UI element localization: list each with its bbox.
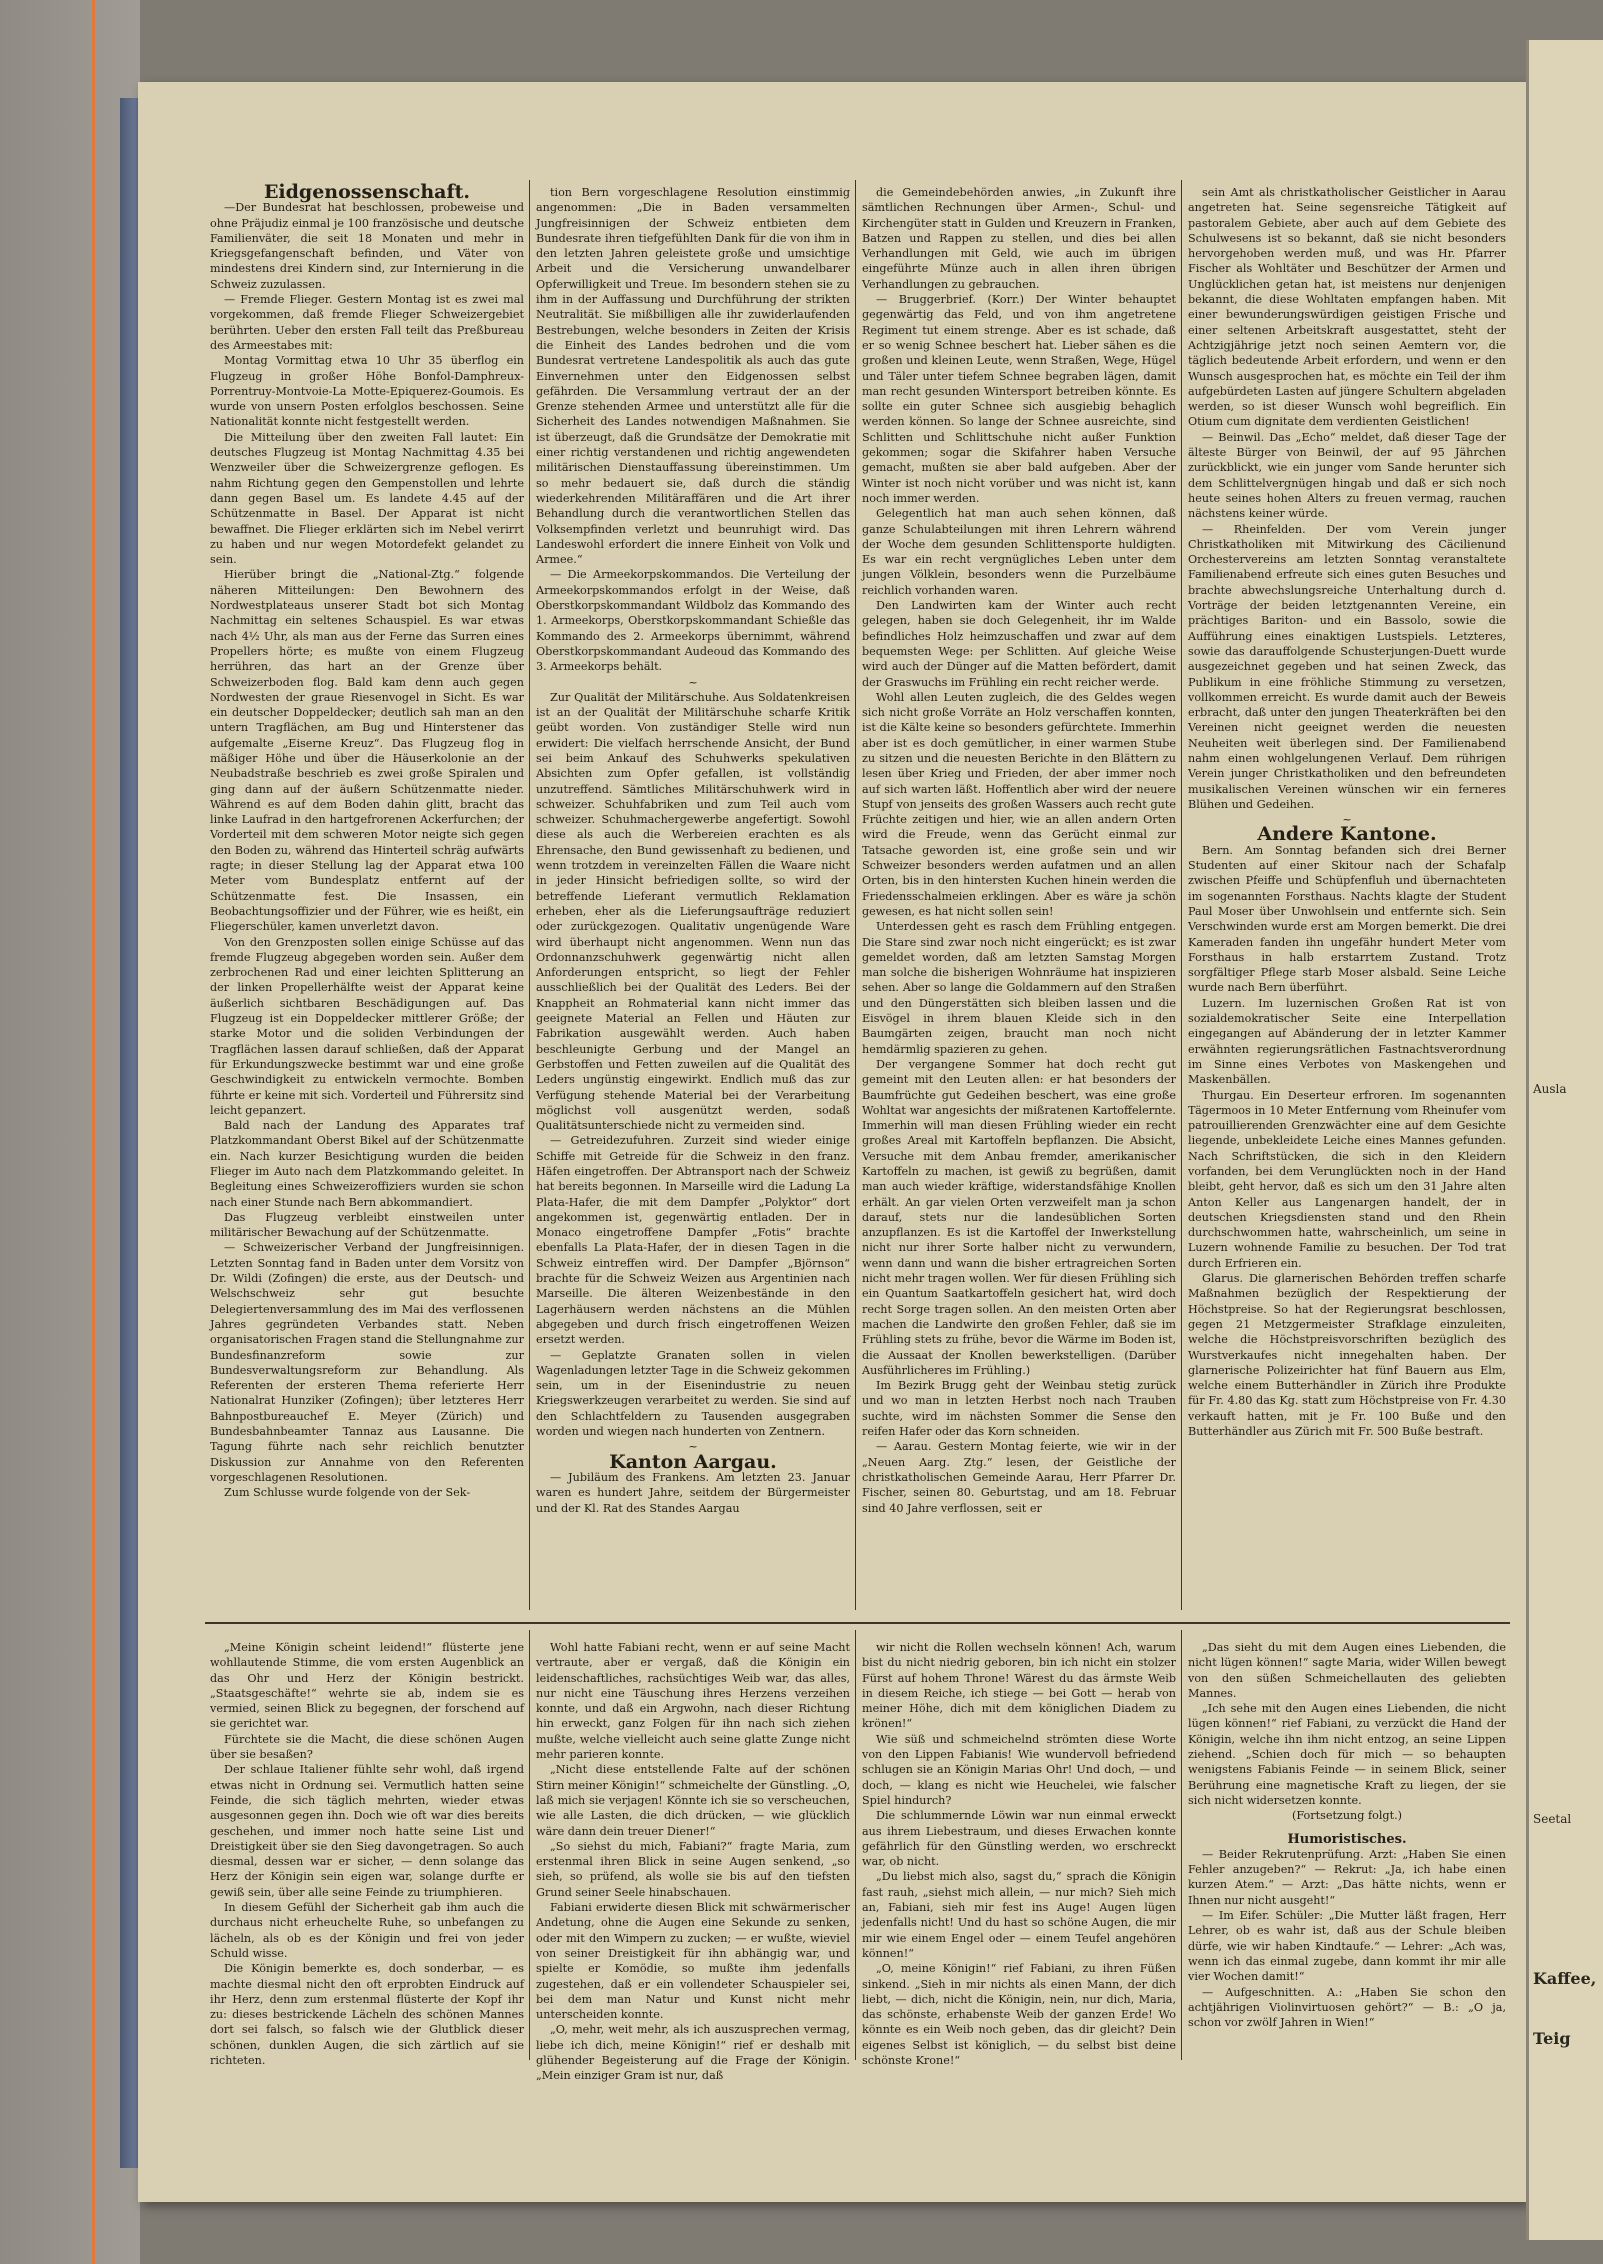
article-paragraph: Zur Qualität der Militärschuhe. Aus Soldatenkreisen ist an der Qualität der Militärschuhe scharfe Kritik geübt worden. Von zuständiger Stelle wird nun erwidert: Die vielfach herrschende Ansicht, der Bund sei beim Ankauf des Schuhwerks spekulativen Absichten zum Opfer gefallen, ist vollständig unzutreffend. Sämtliches Militärschuhwerk wird in schweizer. Schuhfabriken und zum Teil auch vom schweizer. Schuhmachergewerbe angefertigt. Sowohl diese als auch die Werbereien erachten es als Ehrensache, den Bund gewissenhaft zu bedienen, und wenn trotzdem in vereinzelten Fällen die Waare nicht in jeder Hinsicht befriedigen sollte, so wird der betreffende Lieferant vermutlich Reklamation erheben, eher als die Lieferungsaufträge reduziert oder zurückgezogen. Qualitativ ungenügende Ware wird überhaupt nicht angenommen. Wenn nun das Ordonnanzschuhwerk gegenwärtig nicht allen Anforderungen entspricht, so liegt der Fehler ausschließlich bei der Qualität des Leders. Bei der Knappheit an Rohmaterial kann nicht immer das geeignete Material an Fellen und Häuten zur Fabrikation ausgewählt werden. Auch haben beschleunigte Gerbung und der Mangel an Gerbstoffen und Fetten zuweilen auf die Qualität des Leders ungünstig eingewirkt. Endlich muß das zur Verfügung stehende Material bei der Verarbeitung möglichst voll ausgenützt werden, sodaß Qualitätsunterschiede nicht zu vermeiden sind. <box>536 690 850 1133</box>
column-rule <box>855 1630 856 2060</box>
feuilleton-paragraph: Der schlaue Italiener fühlte sehr wohl, daß irgend etwas nicht in Ordnung sei. Vermutlich hatten seine Feinde, die sich täglich mehrten, wieder etwas ausgesonnen gegen ihn. Doch wie oft war dies bereits geschehen, und immer noch hatte seine List und Dreistigkeit über sie den Sieg davongetragen. So auch diesmal, dessen war er sicher, — denn solange das Herz der Königin sein eigen war, solange durfte er gewiß sein, über alle seine Feinde zu triumphieren. <box>210 1763 524 1899</box>
article-paragraph: Montag Vormittag etwa 10 Uhr 35 überflog ein Flugzeug in großer Höhe Bonfol-Damphreux-Porrentruy-Montvoie-La Motte-Epiquerez-Goumois. Es wurde von unsern Posten erfolglos beschossen. Seine Nationalität konnte nicht festgestellt werden. <box>210 354 524 429</box>
article-paragraph: Der vergangene Sommer hat doch recht gut gemeint mit den Leuten allen: er hat besonders der Baumfrüchte gut Gedeihen beschert, was eine große Wohltat war angesichts der mißratenen Kartoffelernte. Immerhin will man diesen Frühling wieder ein recht großes Areal mit Kartoffeln bepflanzen. Die Absicht, Versuche mit dem Anbau fremder, amerikanischer Kartoffeln zu machen, ist gewiß zu begrüßen, damit man auch wieder kräftige, widerstandsfähige Knollen erhält. An gar vielen Orten verzweifelt man ja schon darauf, stets nur die landesüblichen Sorten anzupflanzen. Es ist die Kartoffel der Inwerkstellung nicht nur ihrer Sorte halber nicht zu verwundern, wenn dann und wann die bisher ertragreichen Sorten nicht mehr tragen wollen. Wer für diesen Frühling sich ein Quantum Saatkartoffeln gesichert hat, wird doch recht Sorge tragen sollen. An den meisten Orten aber machen die Landwirte den großen Fehler, daß sie im Frühling stets zu frühe, bevor die Wärme im Boden ist, die Aussaat der Knollen bewerkstelligen. (Darüber Ausführlicheres im Frühling.) <box>862 1057 1176 1377</box>
feuilleton-paragraph: „Nicht diese entstellende Falte auf der schönen Stirn meiner Königin!“ schmeichelte der Günstling. „O, laß mich sie verjagen! Könnte ich sie so verscheuchen, wie alle Lasten, die dich drücken, — wie glücklich wäre dann dein treuer Diener!“ <box>536 1763 850 1838</box>
article-paragraph: — Bruggerbrief. (Korr.) Der Winter behauptet gegenwärtig das Feld, und von ihm angetretene Regiment tut einem strenge. Aber es ist schade, daß er so wenig Schnee beschert hat. Lieber sähen es die großen und kleinen Leute, wenn Straßen, Wege, Hügel und Täler unter tiefem Schnee begraben lägen, damit man recht gesunden Wintersport betreiben könnte. Es sollte ein guter Schnee sich ausgiebig behaglich werden können. So lange der Schnee ausreichte, sind Schlitten und Schlittschuhe nicht außer Funktion gekommen; sogar die Skifahrer haben Versuche gemacht, mußten sie aber bald aufgeben. Aber der Winter ist noch nicht vorüber und was nicht ist, kann noch immer werden. <box>862 293 1176 505</box>
article-paragraph: Die Mitteilung über den zweiten Fall lautet: Ein deutsches Flugzeug ist Montag Nachmittag 4.35 bei Wenzweiler über die Schweizergrenze geflogen. Es nahm Richtung gegen den Gempenstollen und lehrte dann gegen Basel um. Es landete 4.45 auf der Schützenmatte in Basel. Der Apparat ist nicht bewaffnet. Die Flieger erklärten sich im Nebel verirrt zu haben und nur wegen Motordefekt gelandet zu sein. <box>210 430 524 567</box>
right-page-snippet: Teig <box>1533 2029 1571 2048</box>
column-rule <box>1181 180 1182 1610</box>
article-paragraph: — Getreidezufuhren. Zurzeit sind wieder einige Schiffe mit Getreide für die Schweiz in den franz. Häfen eingetroffen. Der Abtransport nach der Schweiz hat bereits begonnen. In Marseille wird die Ladung La Plata-Hafer, die mit dem Dampfer „Polyktor“ dort angekommen ist, gegenwärtig entladen. Der in Monaco eingetroffene Dampfer „Fotis“ brachte ebenfalls La Plata-Hafer, der in diesen Tagen in die Schweiz eintreffen wird. Der Dampfer „Björnson“ brachte für die Schweiz Weizen aus Argentinien nach Marseille. Die älteren Weizenbestände in den Lagerhäusern werden nächstens an die Mühlen abgegeben und durch frisch eingetroffenen Weizen ersetzt werden. <box>536 1134 850 1347</box>
right-page-snippet: Kaffee, <box>1533 1969 1597 1988</box>
humor-item: — Beider Rekrutenprüfung. Arzt: „Haben Sie einen Fehler anzugeben?“ — Rekrut: „Ja, ich habe einen kurzen Atem.“ — Arzt: „Das hätte nichts, wenn er Ihnen nur nicht ausgeht!“ <box>1188 1847 1506 1907</box>
feuilleton-paragraph: „Ich sehe mit den Augen eines Liebenden, die nicht lügen können!“ rief Fabiani, zu verzückt die Hand der Königin, welche ihn ihm nicht entzog, an seine Lippen ziehend. „Schien doch für mich — so behaupten wenigstens Fabianis Feinde — in seinem Blick, seiner Berührung eine magnetische Kraft zu liegen, der sie sich nicht widersetzen konnte. <box>1188 1702 1506 1807</box>
article-paragraph: Im Bezirk Brugg geht der Weinbau stetig zurück und wo man in letzten Herbst noch nach Trauben suchte, wird im nächsten Sommer die Sense den reifen Hafer oder das Korn schneiden. <box>862 1379 1176 1439</box>
section-heading-andere-kantone: Andere Kantone. <box>1257 823 1437 846</box>
article-paragraph: Bald nach der Landung des Apparates traf Platzkommandant Oberst Bikel auf der Schützenmatte ein. Nach kurzer Besichtigung wurden die beiden Flieger im Auto nach dem Platzkommando geleitet. In Begleitung eines Schweizeroffiziers wurden sie schon nach einer Stunde nach Bern abkommandiert. <box>210 1119 524 1209</box>
feuilleton-column-1 <box>210 1640 524 2068</box>
column-rule <box>855 180 856 1610</box>
article-paragraph: tion Bern vorgeschlagene Resolution einstimmig angenommen: „Die in Baden versammelten Jungfreisinnigen der Schweiz entbieten dem Bundesrate ihren tiefgefühlten Dank für die von ihm in den letzten Jahren geleistete große und umsichtige Arbeit und die Versicherung unwandelbarer Opferwilligkeit und Treue. Im besondern stehen sie zu ihm in der Auffassung und Durchführung der strikten Neutralität. Sie mißbilligen alle ihr zuwiderlaufenden Bestrebungen, welche besonders in Zeiten der Krisis die Einheit des Landes bedrohen und die vom Bundesrat vertretene Landespolitik als auch das gute Einvernehmen unter den Eidgenossen selbst gefährden. Die Versammlung vertraut der an der Grenze stehenden Armee und unterstützt alle für die Sicherheit des Landes notwendigen Maßnahmen. Sie ist überzeugt, daß die Grundsätze der Demokratie mit einer richtig verstandenen und richtig angewendeten militärischen Dienstauffassung übereinstimmen. Um so mehr bedauert sie, daß durch die ständig wiederkehrenden Militäraffären und die Art ihrer Behandlung durch die verantwortlichen Stellen das Volksempfinden verletzt und beunruhigt wird. Das Landeswohl erfordert die innere Einheit von Volk und Armee.“ <box>536 186 850 567</box>
news-column-4 <box>1188 185 1506 1610</box>
adjacent-page-edge <box>1526 40 1603 2240</box>
article-paragraph: Luzern. Im luzernischen Großen Rat ist von sozialdemokratischer Seite eine Interpellation eingegangen auf Abänderung der in letzter Kammer erwähnten regierungsrätlichen Fastnachtsverordnung im Sinne eines Verbotes von Maskengehen und Maskenbällen. <box>1188 996 1506 1087</box>
feuilleton-paragraph: Fabiani erwiderte diesen Blick mit schwärmerischer Andetung, ohne die Augen eine Sekunde zu senken, oder mit den Wimpern zu zucken; — er wußte, wieviel von seiner Dreistigkeit für ihn abhängig war, und spielte er Komödie, so mußte ihm jedenfalls zugestehen, daß er ein vollendeter Schauspieler sei, bei dem man Natur und Kunst nicht mehr unterscheiden konnte. <box>536 1901 850 2022</box>
feuilleton-paragraph: „Meine Königin scheint leidend!“ flüsterte jene wohllautende Stimme, die vom ersten Augenblick an das Ohr und Herz der Königin bestrickt. „Staatsgeschäfte!“ wehrte sie ab, indem sie es vermied, seinen Blick zu begegnen, der forschend auf sie gerichtet war. <box>210 1641 524 1731</box>
article-paragraph: Thurgau. Ein Deserteur erfroren. Im sogenannten Tägermoos in 10 Meter Entfernung vom Rheinufer vom patrouillierenden Grenzwächter eine auf dem Gesichte liegende, unbekleidete Leiche eines Mannes gefunden. Nach Schriftstücken, die sich in den Kleidern vorfanden, bei dem Verunglückten noch in der Hand bleibt, geht hervor, daß es sich um den 31 Jahre alten Anton Keller aus Langenargen handelt, der in deutschen Kriegsdiensten stand und den Rhein durchschwommen hatte, wahrscheinlich, um seine in Luzern wohnende Familie zu besuchen. Der Tod trat durch Erfrieren ein. <box>1188 1088 1506 1270</box>
section-heading-eidgenossenschaft: Eidgenossenschaft. <box>263 181 471 203</box>
right-page-snippet: Ausla <box>1533 1082 1567 1096</box>
column-rule <box>529 180 530 1610</box>
feuilleton-paragraph: Fürchtete sie die Macht, die diese schönen Augen über sie besaßen? <box>210 1732 524 1762</box>
article-paragraph: Wohl allen Leuten zugleich, die des Geldes wegen sich nicht große Vorräte an Holz verschaffen konnten, ist die Kälte keine so besonders gefürchtete. Immerhin aber ist es doch gemütlicher, in einer warmen Stube zu sitzen und die neuesten Berichte in den Blättern zu lesen über Krieg und Frieden, der aber immer noch auf sich warten läßt. Hoffentlich aber wird der neuere Stupf von jenseits des großen Wassers auch recht gute Früchte zeitigen und hier, wie an allen andern Orten wird die Freude, wenn das Gerücht einmal zur Tatsache geworden ist, eine große sein und wir Schweizer besonders werden aufatmen und an allen Orten, bis in den hintersten Kuchen hinein werden die Friedensschalmeien erklingen. Aber es wäre ja schön gewesen, es hat nicht sollen sein! <box>862 690 1176 918</box>
ornament-divider: ~ <box>688 1440 698 1454</box>
column-rule <box>1181 1630 1182 2060</box>
feuilleton-paragraph: wir nicht die Rollen wechseln können! Ach, warum bist du nicht niedrig geboren, bin ich nicht ein stolzer Fürst auf hohem Throne! Wärest du das ärmste Weib in diesem Reiche, ich stiege — bei Gott — herab von meiner Höhe, dich mit dem königlichen Diadem zu krönen!“ <box>862 1641 1176 1731</box>
right-page-snippet: Seetal <box>1533 1812 1572 1826</box>
article-paragraph: — Schweizerischer Verband der Jungfreisinnigen. Letzten Sonntag fand in Baden unter dem Vorsitz von Dr. Wildi (Zofingen) die erste, aus der Deutsch- und Welschschweiz sehr gut besuchte Delegiertenversammlung des im Mai des verflossenen Jahres gegründeten Verbandes statt. Neben organisatorischen Fragen stand die Stellungnahme zur Bundesfinanzreform sowie zur Bundesverwaltungsreform zur Behandlung. Als Referenten der ersteren Thema referierte Herr Nationalrat Hunziker (Zofingen); über letzteres Herr Bahnpostbureauchef E. Meyer (Zürich) und Bundesbahnbeamter Tannaz aus Lausanne. Die Tagung führte nach sehr reichlich benutzter Diskussion zur Annahme von den Referenten vorgeschlagenen Resolutionen. <box>210 1241 524 1484</box>
article-paragraph: sein Amt als christkatholischer Geistlicher in Aarau angetreten hat. Seine segensreiche Tätigkeit auf pastoralem Gebiete, aber auch auf dem Gebiete des Schulwesens ist so bekannt, daß sie nicht besonders hervorgehoben werden muß, und was Hr. Pfarrer Fischer als Wohltäter und Beschützer der Armen und Unglücklichen getan hat, ist meistens nur denjenigen bekannt, die diese Wohltaten empfangen haben. Mit einer bewunderungswürdigen geistigen Frische und einer seltenen Arbeitskraft ausgestattet, steht der Achtzigjährige jetzt noch seinen Aemtern vor, die täglich bedeutende Arbeit erfordern, und wenn er den Wunsch ausgesprochen hat, es möchte ein Teil der ihm aufgebürdeten Lasten auf jüngere Schultern abgeladen werden, so ist dieser Wunsch wohl begreiflich. Ein Otium cum dignitate dem verdienten Geistlichen! <box>1188 186 1506 429</box>
article-paragraph: Den Landwirten kam der Winter auch recht gelegen, haben sie doch Gelegenheit, ihr im Walde befindliches Holz heimzuschaffen und zwar auf dem bequemsten Wege: per Schlitten. Auf gleiche Weise wird auch der Dünger auf die Matten befördert, damit der Graswuchs im Frühling ein recht reicher werde. <box>862 599 1176 689</box>
feuilleton-paragraph: Wie süß und schmeichelnd strömten diese Worte von den Lippen Fabianis! Wie wundervoll befriedend schlugen sie an Königin Marias Ohr! Und doch, — und doch, — klang es nicht wie Heuchelei, wie falscher Spiel hindurch? <box>862 1732 1176 1807</box>
article-paragraph: —Der Bundesrat hat beschlossen, probeweise und ohne Präjudiz einmal je 100 französische und deutsche Familienväter, die seit 18 Monaten und mehr in Kriegsgefangenschaft befinden, und Väter von mindestens drei Kindern sind, zur Internierung in die Schweiz zuzulassen. <box>210 201 524 291</box>
article-paragraph: — Aarau. Gestern Montag feierte, wie wir in der „Neuen Aarg. Ztg.“ lesen, der Geistliche der christkatholischen Gemeinde Aarau, Herr Pfarrer Dr. Fischer, seinen 80. Geburtstag, und am 18. Februar sind 40 Jahre verflossen, seit er <box>862 1440 1176 1515</box>
news-column-1 <box>210 181 524 1610</box>
feuilleton-column-2 <box>536 1640 850 2083</box>
humor-item: — Im Eifer. Schüler: „Die Mutter läßt fragen, Herr Lehrer, ob es wahr ist, daß aus der Schule bleiben dürfe, wie wir haben Kindtaufe.“ — Lehrer: „Ach was, wenn ich das einmal zugebe, dann kommt ihr mir alle vier Wochen damit!“ <box>1188 1909 1506 1984</box>
article-paragraph: — Die Armeekorpskommandos. Die Verteilung der Armeekorpskommandos erfolgt in der Weise, daß Oberstkorpskommandant Wildbolz das Kommando des 1. Armeekorps, Oberstkorpskommandant Schießle das Kommando des 2. Armeekorps übernimmt, während Oberstkorpskommandant Audeoud das Kommando des 3. Armeekorps behält. <box>536 568 850 674</box>
article-paragraph: Das Flugzeug verbleibt einstweilen unter militärischer Bewachung auf der Schützenmatte. <box>210 1210 524 1240</box>
feuilleton-column-3 <box>862 1640 1176 2068</box>
background-left <box>0 0 140 2264</box>
news-column-3 <box>862 185 1176 1610</box>
feuilleton-paragraph: „So siehst du mich, Fabiani?“ fragte Maria, zum erstenmal ihren Blick in seine Augen senkend, „so sieh, so prüfend, als wolle sie bis auf den tiefsten Grund seiner Seele hinabschauen. <box>536 1839 850 1899</box>
section-heading-humoristisches: Humoristisches. <box>1287 1831 1407 1847</box>
feuilleton-paragraph: Die Königin bemerkte es, doch sonderbar, — es machte diesmal nicht den oft erprobten Eindruck auf ihr Herz, denn zum erstenmal flüsterte der Kopf ihr zu: dieses bestrickende Lächeln des schönen Mannes dort sei falsch, so falsch wie der Glutblick dieser schönen, dunklen Augen, die sich zärtlich auf sie richteten. <box>210 1962 524 2068</box>
continuation-note: (Fortsetzung folgt.) <box>1291 1809 1402 1823</box>
feuilleton-paragraph: „Du liebst mich also, sagst du,“ sprach die Königin fast rauh, „siehst mich allein, — nur mich? Sieh mich an, Fabiani, sieh mir fest ins Auge! Augen lügen jedenfalls nicht! Und du hast so schöne Augen, die mir mir wie einem Engel oder — einem Teufel angehören können!“ <box>862 1870 1176 1960</box>
article-paragraph: Unterdessen geht es rasch dem Frühling entgegen. Die Stare sind zwar noch nicht eingerückt; es ist zwar gemeldet worden, daß am letzten Samstag Morgen man solche die bisherigen Wohnräume hat inspizieren sehen. Aber so lange die Goldammern auf den Straßen und den Düngerstätten sich bleiben lassen und die Eisvögel in ihrem blauen Kleide sich in den Baumgärten zeigen, braucht man noch nicht hemdärmlig spazieren zu gehen. <box>862 920 1176 1056</box>
article-paragraph: Zum Schlusse wurde folgende von der Sek- <box>224 1486 471 1500</box>
article-paragraph: Bern. Am Sonntag befanden sich drei Berner Studenten auf einer Skitour nach der Schafalp zwischen Pfeiffe und Schüpfenfluh und übernachteten im sogenannten Forsthaus. Nachts klagte der Student Paul Moser über Unwohlsein und entfernte sich. Sein Verschwinden wurde erst am Morgen bemerkt. Die drei Kameraden fanden ihn ungefähr hundert Meter vom Forsthaus in halb erstarrtem Zustand. Trotz sorgfältiger Pflege starb Moser alsbald. Seine Leiche wurde nach Bern überführt. <box>1188 843 1506 995</box>
article-paragraph: Gelegentlich hat man auch sehen können, daß ganze Schulabteilungen mit ihren Lehrern während der Woche dem gesunden Schlittensporte huldigten. Es war ein recht vergnügliches Leben unter dem jungen Völklein, besonders wenn die Purzelbäume reichlich vorhanden waren. <box>862 507 1176 597</box>
orange-thread <box>92 0 95 2264</box>
feuilleton-paragraph: Die schlummernde Löwin war nun einmal erweckt aus ihrem Liebestraum, und dieses Erwachen konnte gefährlich für den Günstling werden, wo erschreckt war, ob nicht. <box>862 1809 1176 1869</box>
ornament-divider: ~ <box>688 675 698 689</box>
article-paragraph: — Jubiläum des Frankens. Am letzten 23. Januar waren es hundert Jahre, seitdem der Bürgermeister und der Kl. Rat des Standes Aargau <box>536 1470 850 1515</box>
news-column-2 <box>536 185 850 1610</box>
ornament-divider: ~ <box>1342 813 1352 827</box>
feuilleton-column-4 <box>1188 1640 1506 2060</box>
humor-item: — Aufgeschnitten. A.: „Haben Sie schon den achtjährigen Violinvirtuosen gehört?“ — B.: „O ja, schon vor zwölf Jahren in Wien!“ <box>1188 1985 1506 2030</box>
article-paragraph: — Beinwil. Das „Echo“ meldet, daß dieser Tage der älteste Bürger von Beinwil, der auf 95 Jährchen zurückblickt, wie ein junger vom Sande herunter sich dem Schlittelvergnügen hingab und daß er sich noch heute seines hohen Alters zu freuen vermag, rauchen nächstens keiner würde. <box>1188 430 1506 521</box>
feuilleton-paragraph: „O, meine Königin!“ rief Fabiani, zu ihren Füßen sinkend. „Sieh in mir nichts als einen Mann, der dich liebt, — dich, nicht die Königin, nein, nur dich, Maria, das schönste, erhabenste Weib der ganzen Erde! Wo könnte es ein Weib noch geben, das dir gleicht? Dein eigenes Selbst ist königlich, — du selbst bist deine schönste Krone!“ <box>862 1962 1176 2068</box>
column-rule <box>529 1630 530 2060</box>
feuilleton-rule <box>205 1622 1510 1624</box>
article-paragraph: — Geplatzte Granaten sollen in vielen Wagenladungen letzter Tage in die Schweiz gekommen sein, um in der Eisenindustrie zu neuen Kriegswerkzeugen verarbeitet zu werden. Sie sind auf den Schlachtfeldern zu Tausenden ausgegraben worden und wiegen nach hunderten von Zentnern. <box>536 1348 850 1439</box>
article-paragraph: — Fremde Flieger. Gestern Montag ist es zwei mal vorgekommen, daß fremde Flieger Schweizergebiet berührten. Ueber den ersten Fall teilt das Preßbureau des Armeestabes mit: <box>210 293 524 352</box>
feuilleton-paragraph: „O, mehr, weit mehr, als ich auszusprechen vermag, liebe ich dich, meine Königin!“ rief er deshalb mit glühender Begeisterung auf die Frage der Königin. „Mein einziger Gram ist nur, daß <box>536 2023 850 2083</box>
article-paragraph: die Gemeindebehörden anwies, „in Zukunft ihre sämtlichen Rechnungen über Armen-, Schul- und Kirchengüter statt in Gulden und Kreuzern in Franken, Batzen und Rappen zu stellen, und dies bei allen Verhandlungen mit Geld, wie auch im übrigen eingeführte Münze auch in allen ihren übrigen Verhandlungen zu gebrauchen. <box>862 186 1176 291</box>
article-paragraph: — Rheinfelden. Der vom Verein junger Christkatholiken mit Mitwirkung des Cäcilienund Orchestervereins am letzten Sonntag veranstaltete Familienabend erfreute sich eines guten Besuches und brachte abwechslungsreiche Unterhaltung durch d. Vorträge der beiden letztgenannten Vereine, ein prächtiges Bariton- und ein Bassolo, sowie die Aufführung eines einaktigen Lustspiels. Letzteres, sowie das darauffolgende Schusterjungen-Duett wurde ausgezeichnet gegeben und hat seinen Zweck, das Publikum in eine fröhliche Stimmung zu versetzen, vollkommen erreicht. Es wurde damit auch der Beweis erbracht, daß unter den jungen Theaterkräften bei den Vereinen nicht geeignet werden die neuesten Neuheiten weit überlegen sind. Der Familienabend nahm einen wohlgelungenen Verlauf. Dem rührigen Verein junger Christkatholiken und den befreundeten musikalischen Vereinen wünschen wir ein ferneres Blühen und Gedeihen. <box>1188 522 1506 811</box>
article-paragraph: Hierüber bringt die „National-Ztg.“ folgende näheren Mitteilungen: Den Bewohnern des Nordwestplateaus unserer Stadt bot sich Montag Nachmittag ein seltenes Schauspiel. Es war etwas nach 4½ Uhr, als man aus der Ferne das Surren eines Propellers hörte; es mußte von einem Flugzeug herrühren, das hart an der Grenze über Schweizerboden flog. Bald kam denn auch gegen Nordwesten der graue Riesenvogel in Sicht. Es war ein deutscher Doppeldecker; deutlich sah man an den untern Tragflächen, am Bug und Hinterstener das aufgemalte „Eiserne Kreuz“. Das Flugzeug flog in mäßiger Höhe und über die Häuserkolonie an der Neubadstraße beschrieb es zwei große Spiralen und ging dann auf der äußern Schützenmatte nieder. Während es auf dem Boden dahin glitt, bracht das linke Laufrad in den hartgefrorenen Ackerfurchen; der Vorderteil mit dem schweren Motor neigte sich gegen den Boden zu, während das Hinterteil schräg aufwärts ragte; in dieser Stellung lag der Apparat etwa 100 Meter vom Bundesplatz entfernt auf der Schützenmatte fest. Die Insassen, ein Beobachtungsoffizier und der Führer, wie es heißt, ein Fliegerschüler, kamen unverletzt davon. <box>210 568 524 934</box>
feuilleton-paragraph: „Das sieht du mit dem Augen eines Liebenden, die nicht lügen können!“ sagte Maria, wider Willen bewegt von den süßen Schmeichellauten des geliebten Mannes. <box>1188 1641 1506 1700</box>
feuilleton-paragraph: In diesem Gefühl der Sicherheit gab ihm auch die durchaus nicht erheuchelte Ruhe, so unbefangen zu lächeln, als ob es der Königin und frei von jeder Schuld wisse. <box>210 1901 524 1960</box>
article-paragraph: Glarus. Die glarnerischen Behörden treffen scharfe Maßnahmen bezüglich der Respektierung der Höchstpreise. So hat der Regierungsrat beschlossen, gegen 21 Metzgermeister Strafklage einzuleiten, welche die Höchstpreisvorschriften bezüglich des Wurstverkaufes nicht innegehalten haben. Der glarnerische Polizeirichter hat fünf Bauern aus Elm, welche einem Butterhändler in Zürich ihre Produkte für Fr. 4.80 das Kg. statt zum Höchstpreise von Fr. 4.30 verkauft hatten, mit je Fr. 100 Buße und den Butterhändler aus Zürich mit Fr. 500 Buße bestraft. <box>1188 1272 1506 1439</box>
article-paragraph: Von den Grenzposten sollen einige Schüsse auf das fremde Flugzeug abgegeben worden sein. Außer dem zerbrochenen Rad und einer leichten Splitterung an der linken Propellerhälfte weist der Apparat keine äußerlich sichtbaren Beschädigungen auf. Das Flugzeug ist ein Doppeldecker mittlerer Größe; der starke Motor und die soliden Verbindungen der Tragflächen lassen darauf schließen, daß der Apparat für Erkundungszwecke bestimmt war und eine große Geschwindigkeit zu entwickeln vermochte. Bomben führte er keine mit sich. Vorderteil und Führersitz sind leicht gepanzert. <box>210 935 524 1117</box>
section-heading-kanton-aargau: Kanton Aargau. <box>609 1450 777 1473</box>
feuilleton-paragraph: Wohl hatte Fabiani recht, wenn er auf seine Macht vertraute, aber er vergaß, daß die Königin ein leidenschaftliches, rachsüchtiges Weib war, das alles, nur nicht eine Täuschung ihres Herzens verzeihen konnte, und daß ein Argwohn, nach dieser Richtung hin erweckt, ganz Folgen für ihn nach sich ziehen mußte, welche vielleicht auch seine glatte Zunge nicht mehr parieren konnte. <box>536 1641 850 1762</box>
